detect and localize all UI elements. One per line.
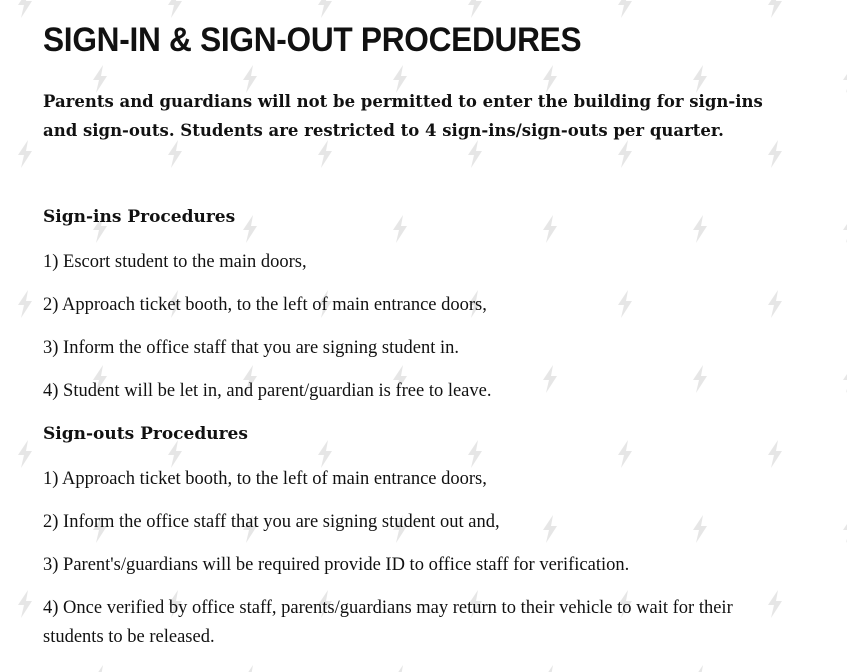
sign-ins-section	[43, 205, 803, 405]
lightning-bolt-icon	[18, 0, 32, 18]
lightning-bolt-icon	[843, 65, 847, 93]
lightning-bolt-icon	[843, 215, 847, 243]
lightning-bolt-icon	[18, 590, 32, 618]
sign-ins-step-2: 2) Approach ticket booth, to the left of main entrance doors,	[43, 295, 487, 315]
sign-outs-section	[43, 422, 803, 651]
sign-ins-step-3: 3) Inform the office staff that you are signing student in.	[43, 338, 459, 358]
lightning-bolt-icon	[543, 665, 557, 672]
lightning-bolt-icon	[843, 665, 847, 672]
sign-outs-step-2: 2) Inform the office staff that you are signing student out and,	[43, 512, 500, 532]
sign-outs-steps	[43, 465, 803, 651]
lightning-bolt-icon	[18, 290, 32, 318]
lightning-bolt-icon	[843, 515, 847, 543]
procedures-document	[43, 0, 803, 651]
lightning-bolt-icon	[243, 665, 257, 672]
sign-ins-steps	[43, 248, 803, 405]
sign-ins-heading: Sign-ins Procedures	[43, 207, 236, 227]
lightning-bolt-icon	[93, 665, 107, 672]
page-title: SIGN-IN & SIGN-OUT PROCEDURES	[43, 21, 582, 59]
lightning-bolt-icon	[693, 665, 707, 672]
lightning-bolt-icon	[393, 665, 407, 672]
lightning-bolt-icon	[18, 140, 32, 168]
lightning-bolt-icon	[18, 440, 32, 468]
sign-outs-step-1: 1) Approach ticket booth, to the left of main entrance doors,	[43, 469, 487, 489]
sign-outs-step-4: 4) Once verified by office staff, parents/guardians may return to their vehicle to wait for their students to be released.	[43, 598, 733, 647]
sign-ins-step-4: 4) Student will be let in, and parent/guardian is free to leave.	[43, 381, 492, 401]
intro-paragraph: Parents and guardians will not be permitted to enter the building for sign-ins and sign-outs. Students are restricted to 4 sign-ins/sign-outs per quarter.	[43, 92, 763, 140]
lightning-bolt-icon	[843, 365, 847, 393]
sign-outs-step-3: 3) Parent's/guardians will be required provide ID to office staff for verification.	[43, 555, 630, 575]
sign-outs-heading: Sign-outs Procedures	[43, 424, 248, 444]
sign-ins-step-1: 1) Escort student to the main doors,	[43, 252, 307, 272]
